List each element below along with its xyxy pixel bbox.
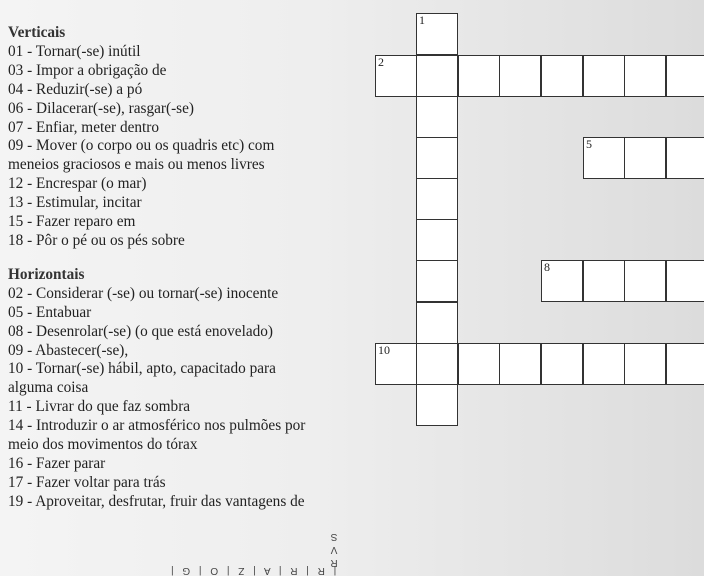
crossword-cell[interactable]: [416, 260, 458, 302]
clue-line: 05 - Entabuar: [8, 303, 92, 321]
crossword-cell[interactable]: [624, 260, 666, 302]
crossword-cell[interactable]: [666, 55, 704, 97]
clue-line: 14 - Introduzir o ar atmosférico nos pulmões por: [8, 417, 306, 435]
clue-line: 16 - Fazer parar: [8, 454, 106, 472]
clue-line: 08 - Desenrolar(-se) (o que está enovelado): [8, 322, 274, 340]
crossword-cell[interactable]: [499, 55, 541, 97]
upside-down-answer-fragment: [168, 530, 368, 576]
clue-line: alguma coisa: [8, 379, 89, 397]
crossword-cell[interactable]: [458, 343, 500, 385]
mirrored-letter: S: [330, 531, 338, 542]
crossword-cell[interactable]: [416, 219, 458, 261]
clue-line: 15 - Fazer reparo em: [8, 213, 136, 231]
crossword-cell[interactable]: [416, 96, 458, 138]
crossword-cell[interactable]: [666, 343, 704, 385]
mirrored-letter: R: [330, 557, 338, 568]
crossword-cell[interactable]: [416, 55, 458, 97]
clue-line: 09 - Abastecer(-se),: [8, 341, 129, 359]
clue-line: 12 - Encrespar (o mar): [8, 175, 147, 193]
mirrored-answer-column: [328, 530, 340, 569]
crossword-cell[interactable]: [458, 55, 500, 97]
crossword-cell[interactable]: [416, 384, 458, 426]
crossword-cell[interactable]: [499, 343, 541, 385]
clue-line: meneios graciosos e mais ou menos livres: [8, 156, 265, 174]
clue-line: 07 - Enfiar, meter dentro: [8, 118, 160, 136]
cell-number: 10: [378, 343, 390, 357]
crossword-cell[interactable]: [416, 343, 458, 385]
crossword-cell[interactable]: [541, 343, 583, 385]
crossword-cell[interactable]: [416, 178, 458, 220]
crossword-cell[interactable]: [583, 343, 625, 385]
crossword-cell[interactable]: [624, 55, 666, 97]
crossword-cell[interactable]: [624, 343, 666, 385]
crossword-cell[interactable]: [416, 13, 458, 55]
crossword-cell[interactable]: [583, 55, 625, 97]
crossword-cell[interactable]: [375, 55, 417, 97]
clue-line: 18 - Pôr o pé ou os pés sobre: [8, 231, 185, 249]
crossword-cell[interactable]: [541, 260, 583, 302]
crossword-cell[interactable]: [541, 55, 583, 97]
clue-line: 09 - Mover (o corpo ou os quadris etc) com: [8, 137, 275, 155]
horizontais-heading: Horizontais: [8, 265, 85, 283]
crossword-cell[interactable]: [583, 260, 625, 302]
clue-line: 11 - Livrar do que faz sombra: [8, 398, 191, 416]
cell-number: 5: [586, 137, 592, 151]
verticais-heading: Verticais: [8, 24, 66, 41]
crossword-cell[interactable]: [416, 137, 458, 179]
crossword-cell[interactable]: [375, 343, 417, 385]
clue-line: 13 - Estimular, incitar: [8, 194, 142, 212]
crossword-cell[interactable]: [416, 302, 458, 344]
mirrored-answer-row: | R | R | A | Z | O | G |: [168, 565, 337, 576]
clue-line: 10 - Tornar(-se) hábil, apto, capacitado para: [8, 360, 276, 378]
mirrored-letter: V: [330, 544, 338, 555]
clue-line: 03 - Impor a obrigação de: [8, 61, 167, 79]
cell-number: 8: [544, 260, 550, 274]
cell-number: 2: [378, 55, 384, 69]
clue-line: 19 - Aproveitar, desfrutar, fruir das vantagens de: [8, 492, 305, 510]
cell-number: 1: [419, 13, 425, 27]
clue-line: 06 - Dilacerar(-se), rasgar(-se): [8, 99, 194, 117]
crossword-cell[interactable]: [624, 137, 666, 179]
crossword-cell[interactable]: [666, 137, 704, 179]
clue-line: 02 - Considerar (-se) ou tornar(-se) inocente: [8, 284, 279, 302]
clue-line: 01 - Tornar(-se) inútil: [8, 42, 141, 60]
clue-line: 17 - Fazer voltar para trás: [8, 473, 166, 491]
clue-line: 04 - Reduzir(-se) a pó: [8, 80, 143, 98]
clue-line: meio dos movimentos do tórax: [8, 436, 198, 454]
crossword-cell[interactable]: [583, 137, 625, 179]
crossword-cell[interactable]: [666, 260, 704, 302]
